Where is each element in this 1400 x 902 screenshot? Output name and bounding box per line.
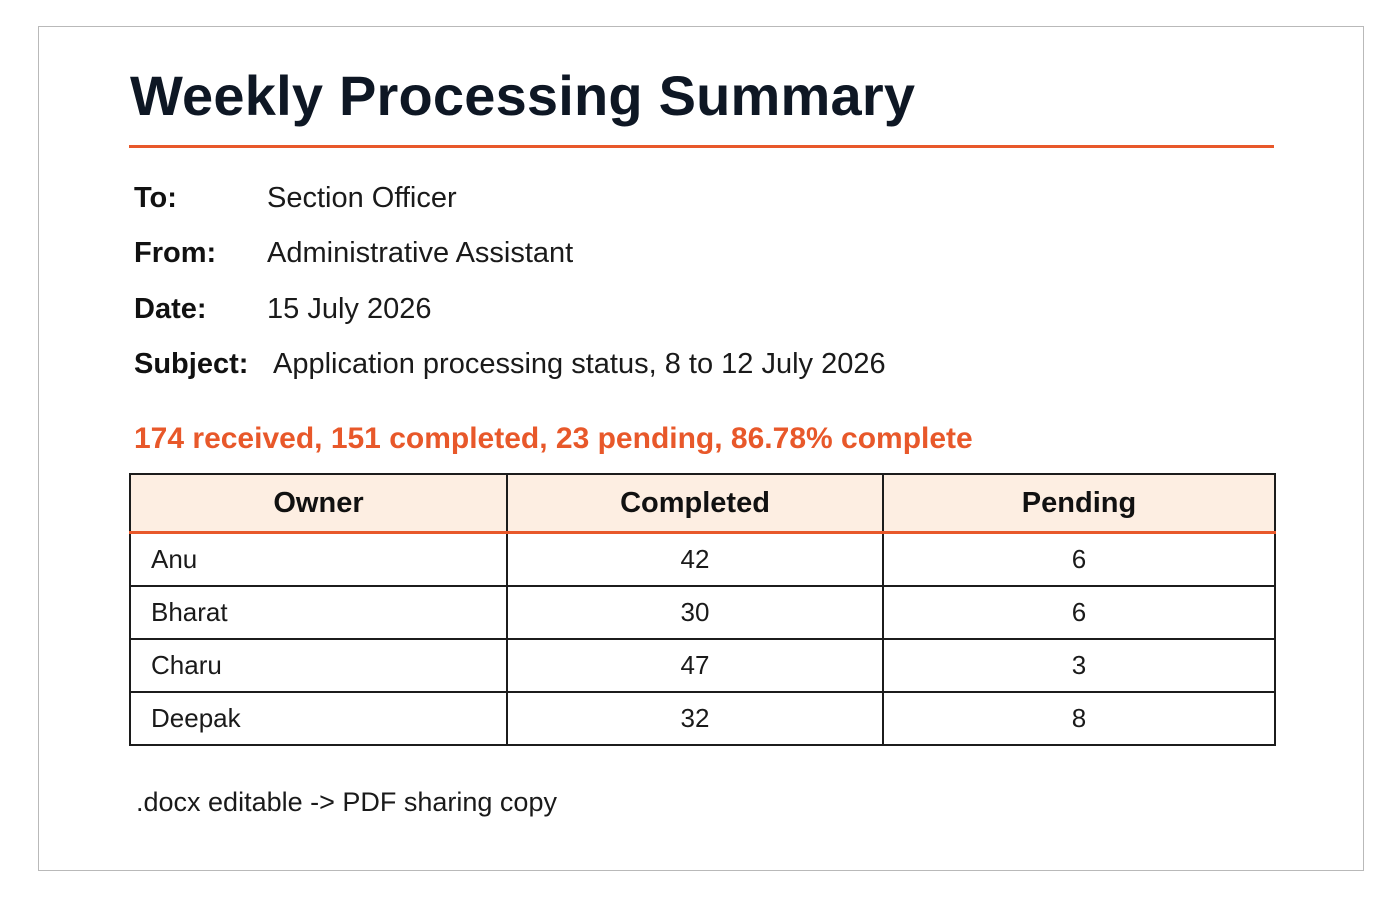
from-label: From:	[134, 237, 217, 269]
date-value: 15 July 2026	[267, 293, 432, 325]
to-label: To:	[134, 182, 177, 214]
summary-highlight: 174 received, 151 completed, 23 pending, 86.78% complete	[134, 422, 973, 455]
owner-cell: Deepak	[130, 692, 507, 745]
subject-label: Subject:	[134, 348, 249, 380]
date-label: Date:	[134, 293, 207, 325]
subject-value: Application processing status, 8 to 12 July 2026	[273, 348, 886, 380]
pending-cell: 6	[883, 586, 1275, 639]
completed-cell: 32	[507, 692, 883, 745]
completed-cell: 30	[507, 586, 883, 639]
owner-cell: Charu	[130, 639, 507, 692]
status-table	[129, 473, 1276, 746]
header-pending: Pending	[883, 474, 1275, 533]
owner-cell: Bharat	[130, 586, 507, 639]
table-row	[130, 692, 1275, 745]
completed-cell: 42	[507, 533, 883, 587]
header-owner: Owner	[130, 474, 507, 533]
table-header-row	[130, 474, 1275, 533]
header-completed: Completed	[507, 474, 883, 533]
pending-cell: 3	[883, 639, 1275, 692]
footer-note: .docx editable -> PDF sharing copy	[136, 787, 557, 817]
owner-cell: Anu	[130, 533, 507, 587]
to-value: Section Officer	[267, 182, 457, 214]
pending-cell: 6	[883, 533, 1275, 587]
completed-cell: 47	[507, 639, 883, 692]
pending-cell: 8	[883, 692, 1275, 745]
title-divider	[129, 145, 1274, 148]
table-row	[130, 586, 1275, 639]
table-row	[130, 639, 1275, 692]
table-row	[130, 533, 1275, 587]
page-title: Weekly Processing Summary	[130, 64, 916, 127]
from-value: Administrative Assistant	[267, 237, 574, 269]
